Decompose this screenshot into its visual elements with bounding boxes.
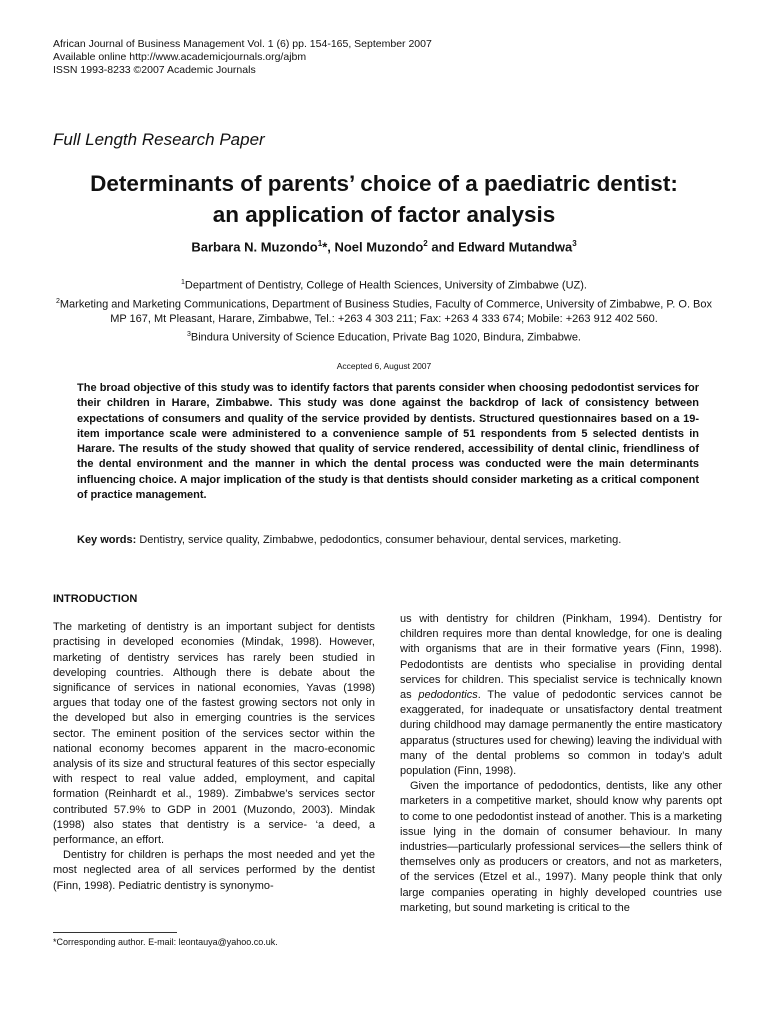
journal-header (53, 38, 432, 77)
affiliation-sup: 3 (186, 331, 191, 339)
affiliation-text: Bindura University of Science Education, Private Bag 1020, Bindura, Zimbabwe. (190, 331, 581, 344)
title-line-1: Determinants of parents’ choice of a paediatric dentist: (90, 171, 678, 196)
paragraph: The marketing of dentistry is an important subject for dentists practising in developed economies (Mindak, 1998). However, marketing of dentistry services has rarely been studied in developing countries. Although there is debate about the significance of services in national economies, Yavas (1998) argues that today one of the fastest growing sectors not only in the developed but also in emerging countries is the services sector. The eminent position of the services sector within the national economy becomes apparent in the macro-economic analysis of its size and structural features of this sector especially with respect to real value added, employment, and capital formation (Reinhardt et al., 1989). Zimbabwe’s services sector contributed 57.9% to GDP in 2001 (Muzondo, 2003). Mindak (1998) also states that dentistry is a service- ‘a deed, a performance, an effort. (53, 621, 375, 847)
affiliations (53, 275, 715, 346)
journal-online-link[interactable]: Available online http://www.academicjournals.org/ajbm (53, 51, 307, 63)
right-column (400, 612, 722, 916)
author-sup: 2 (423, 239, 428, 248)
paragraph (400, 612, 722, 779)
keywords-text: Dentistry, service quality, Zimbabwe, pedodontics, consumer behaviour, dental services, marketing. (136, 534, 622, 546)
author-name: Barbara N. Muzondo (191, 239, 318, 255)
author-list (40, 239, 728, 254)
section-heading-introduction: INTRODUCTION (53, 593, 138, 605)
paragraph: Dentistry for children is perhaps the most needed and yet the most neglected area of all services performed by the dentist (Finn, 1998). Pediatric dentistry is synonymo- (53, 849, 375, 892)
accepted-date: Accepted 6, August 2007 (336, 361, 432, 371)
paragraph: Given the importance of pedodontics, dentists, like any other marketers in a competitive market, should know why parents opt to come to one pedodontist instead of another. This is a marketing issue lying in the domain of consumer behaviour. In many industries—particularly professional services—the sellers think of themselves only as producers or creators, and not as marketers, of the services (Etzel et al., 1997). Many people think that only large companies operating in highly developed countries use marketing, but sound marketing is critical to the (400, 780, 722, 914)
affiliation-text: Department of Dentistry, College of Health Sciences, University of Zimbabwe (UZ). (184, 279, 587, 292)
paper-type: Full Length Research Paper (53, 130, 265, 149)
affiliation-2 (53, 294, 715, 328)
journal-issn: ISSN 1993-8233 ©2007 Academic Journals (53, 64, 256, 76)
affiliation-sup: 1 (181, 279, 185, 286)
paper-title (40, 168, 728, 230)
keywords-label: Key words: (77, 534, 137, 546)
journal-citation: African Journal of Business Management Vol. 1 (6) pp. 154-165, September 2007 (53, 38, 432, 50)
emphasis-term: pedodontics (418, 689, 478, 702)
affiliation-1 (53, 275, 715, 294)
corresponding-mark: * (322, 239, 328, 255)
keywords (77, 533, 699, 548)
paragraph-text: . The value of pedodontic services cannot be exaggerated, for inadequate or unsatisfactory dental treatment during childhood may damage permanently the entire masticatory apparatus (structures used for chewing) leaving the individual with many of the dental problems so common in today’s adult population (Finn, 1998). (400, 689, 722, 778)
abstract: The broad objective of this study was to identify factors that parents consider when choosing pedodontist services for their children in Harare, Zimbabwe. This study was done against the backdrop of lack of consistency between expectations of consumers and quality of the service provided by dentists. Structured questionnaires based on a 19-item importance scale were administered to a convenience sample of 51 respondents from 5 selected dentists in Harare. The results of the study showed that quality of service rendered, accessibility of dental clinic, friendliness of the dental environment and the manner in which the dental process was conducted were the main determinants influencing choice. A major implication of the study is that dentists should consider marketing as a critical component of practice management. (77, 382, 699, 502)
left-column (53, 592, 375, 894)
paragraph-text: us with dentistry for children (Pinkham, 1994). Dentistry for children requires more than dental knowledge, for one is dealing with organisms that are in their formative years (Finn, 1998). Pedodontists are dentists who specialise in providing dental services for children. This specialist service is technically known as (400, 613, 722, 702)
author-name: and Edward Mutandwa (427, 239, 573, 255)
affiliation-text: Marketing and Marketing Communications, Department of Business Studies, Faculty of Commerce, University of Zimbabwe, P. O. Box MP 167, Mt Pleasant, Harare, Zimbabwe, Tel.: +263 4 303 211; Fax: +263 4 333 674; Mobile: +263 912 402 560. (59, 298, 713, 326)
affiliation-3 (53, 327, 715, 346)
footnote-rule (53, 932, 177, 933)
author-sup: 3 (572, 239, 577, 248)
author-name: , Noel Muzondo (327, 239, 424, 255)
title-line-2: an application of factor analysis (212, 202, 556, 227)
corresponding-author-footnote: *Corresponding author. E-mail: leontauya@yahoo.co.uk. (53, 937, 278, 947)
affiliation-sup: 2 (55, 297, 60, 305)
author-sup: 1 (317, 239, 323, 248)
